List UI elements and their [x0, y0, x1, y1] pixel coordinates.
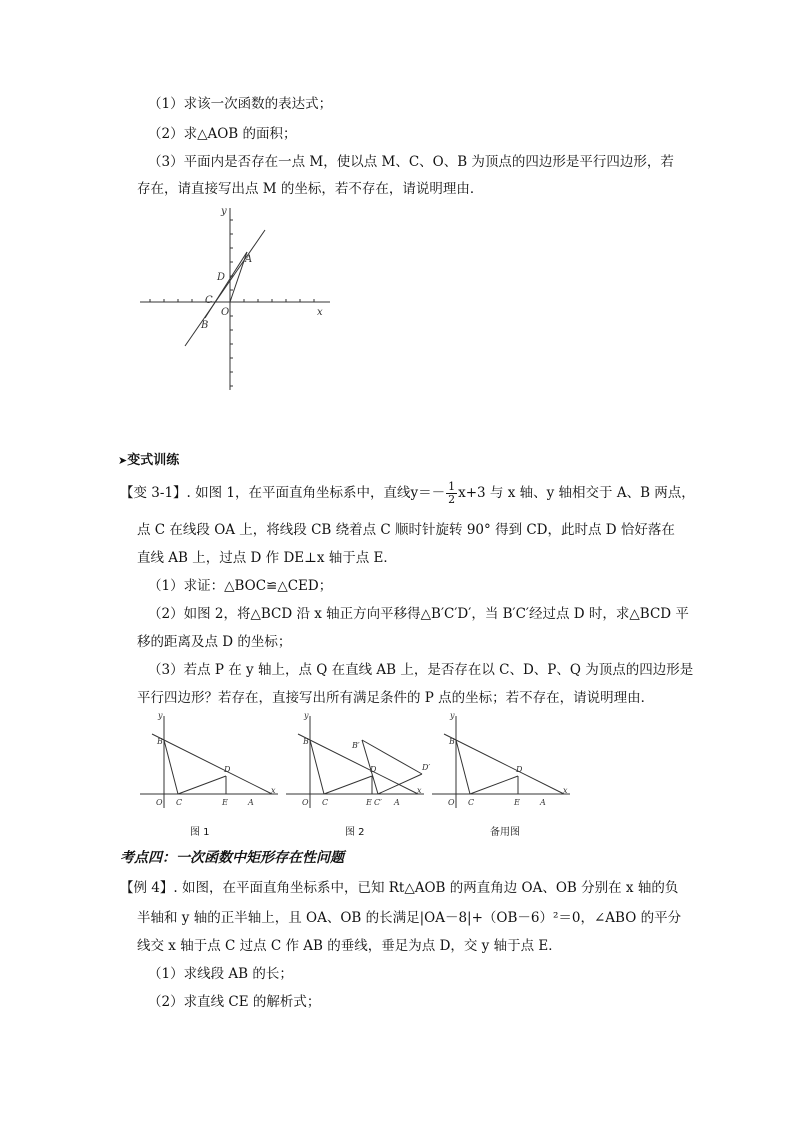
label-D: D [217, 272, 226, 283]
svg-text:y: y [304, 711, 309, 720]
arrow-bullet-icon: ➤ [118, 454, 128, 467]
svg-text:D: D [370, 765, 377, 774]
line-through-C-D [185, 230, 265, 346]
variant-line2: 点 C 在线段 OA 上，将线段 CB 绕着点 C 顺时针旋转 90° 得到 CD，此时点 D 恰好落在 [137, 522, 675, 538]
x-axis-label: x [317, 307, 323, 318]
section4-heading: 考点四：一次函数中矩形存在性问题 [120, 850, 344, 866]
example4-line1: 【例 4】. 如图，在平面直角坐标系中，已知 Rt△AOB 的两直角边 OA、OB 分别在 x 轴的负 [120, 880, 679, 896]
problem3-q1: （1）求该一次函数的表达式； [148, 96, 333, 112]
variant-title-line: 【变 3-1】. 如图 1，在平面直角坐标系中，直线y＝－ $\frac{1}{2}$ x+3 与 x 轴、y 轴相交于 A、B 两点， [120, 480, 695, 506]
example4-line3: 线交 x 轴于点 C 过点 C 作 AB 的垂线，垂足为点 D，交 y 轴于点 E． [137, 938, 562, 954]
example4-q2: （2）求直线 CE 的解析式； [148, 994, 321, 1010]
problem3-q3-line2: 存在，请直接写出点 M 的坐标，若不存在，请说明理由． [137, 181, 484, 197]
y-axis-label: y [221, 206, 227, 217]
svg-text:y: y [450, 711, 455, 720]
svg-text:x: x [417, 786, 422, 795]
svg-text:A: A [394, 798, 400, 807]
svg-text:D: D [516, 765, 523, 774]
label-x: x [271, 786, 276, 795]
svg-text:B: B [303, 737, 309, 746]
label-A: A [245, 254, 253, 265]
label-y: y [158, 711, 163, 720]
svg-text:E: E [514, 798, 520, 807]
svg-text:O: O [302, 798, 309, 807]
label-D: D [224, 765, 231, 774]
figure-2-small [286, 710, 432, 810]
svg-text:A: A [540, 798, 546, 807]
label-C-prime: C′ [374, 798, 382, 807]
svg-text:B: B [449, 737, 455, 746]
label-O: O [156, 798, 163, 807]
label-B-prime: B′ [352, 741, 360, 750]
variant-heading: ➤变式训练 [118, 453, 180, 468]
label-B: B [201, 320, 209, 331]
label-A: A [248, 798, 254, 807]
variant-q1: （1）求证：△BOC≌△CED； [148, 578, 333, 594]
label-D-prime: D′ [422, 763, 431, 772]
label-E: E [222, 798, 228, 807]
problem3-q2: （2）求△AOB 的面积； [148, 126, 297, 142]
svg-text:O: O [448, 798, 455, 807]
svg-text:C: C [468, 798, 475, 807]
variant-q2-line2: 移的距离及点 D 的坐标； [137, 634, 292, 650]
caption-figure-2: 图 2 [345, 827, 365, 838]
example4-q1: （1）求线段 AB 的长； [148, 966, 293, 982]
backup-figure-small [432, 710, 574, 810]
coordinate-figure-1 [135, 200, 335, 400]
svg-text:C: C [322, 798, 329, 807]
fraction-one-half: $\frac{1}{2}$ [448, 480, 456, 506]
figure-1-small [140, 710, 280, 810]
caption-figure-1: 图 1 [190, 827, 210, 838]
variant-line3: 直线 AB 上，过点 D 作 DE⊥x 轴于点 E． [137, 550, 397, 566]
problem3-q3-line1: （3）平面内是否存在一点 M，使以点 M、C、O、B 为顶点的四边形是平行四边形，若 [148, 154, 674, 170]
label-C: C [176, 798, 183, 807]
variant-q2-line1: （2）如图 2，将△BCD 沿 x 轴正方向平移得△B′C′D′，当 B′C′经过点 D 时，求△BCD 平 [148, 606, 689, 622]
svg-text:E: E [366, 798, 372, 807]
label-C: C [205, 295, 213, 306]
caption-backup-figure: 备用图 [490, 827, 520, 838]
label-B: B [157, 737, 163, 746]
label-O: O [221, 307, 230, 318]
variant-q3-line2: 平行四边形？若存在，直接写出所有满足条件的 P 点的坐标；若不存在，请说明理由． [137, 690, 655, 706]
svg-text:x: x [563, 786, 568, 795]
variant-q3-line1: （3）若点 P 在 y 轴上，点 Q 在直线 AB 上，是否存在以 C、D、P、Q 为顶点的四边形是 [148, 662, 694, 678]
example4-line2: 半轴和 y 轴的正半轴上，且 OA、OB 的长满足|OA－8|+（OB－6）²＝0，∠ABO 的平分 [137, 910, 682, 926]
